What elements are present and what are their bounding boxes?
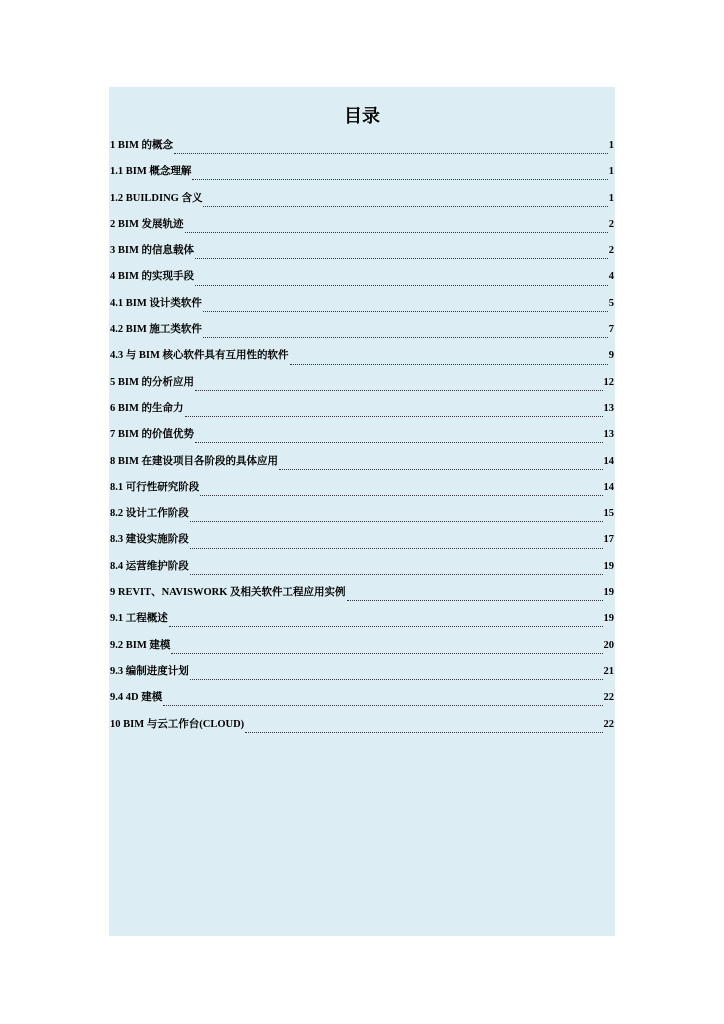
toc-entry-label: 6 BIM 的生命力 bbox=[110, 402, 184, 414]
toc-dot-leader bbox=[190, 547, 603, 549]
toc-entry-page-number: 5 bbox=[608, 297, 614, 309]
toc-entry-label: 3 BIM 的信息载体 bbox=[110, 245, 194, 257]
toc-entry-label: 10 BIM 与云工作台(CLOUD) bbox=[110, 718, 245, 730]
toc-dot-leader bbox=[203, 310, 608, 312]
toc-entry-page-number: 7 bbox=[608, 324, 614, 336]
toc-entry-label: 8 BIM 在建设项目各阶段的具体应用 bbox=[110, 455, 278, 467]
toc-entry-page-number: 1 bbox=[608, 166, 614, 178]
toc-entry[interactable] bbox=[110, 268, 614, 294]
toc-entry-label: 1 BIM 的概念 bbox=[110, 140, 173, 151]
toc-entry[interactable] bbox=[110, 505, 614, 531]
toc-entry[interactable] bbox=[110, 426, 614, 452]
toc-entry-page-number: 14 bbox=[603, 455, 614, 467]
toc-entry[interactable] bbox=[110, 663, 614, 689]
toc-entry-label: 1.1 BIM 概念理解 bbox=[110, 166, 192, 178]
toc-entry-page-number: 2 bbox=[608, 218, 614, 230]
toc-entry-page-number: 4 bbox=[608, 271, 614, 283]
toc-entry[interactable] bbox=[110, 610, 614, 636]
toc-entry-page-number: 20 bbox=[603, 639, 614, 651]
table-of-contents bbox=[109, 87, 615, 936]
toc-entry-page-number: 1 bbox=[608, 140, 614, 151]
toc-entry-label: 4.2 BIM 施工类软件 bbox=[110, 324, 202, 336]
toc-entry-page-number: 12 bbox=[603, 376, 614, 388]
toc-dot-leader bbox=[190, 520, 603, 522]
toc-entry-label: 5 BIM 的分析应用 bbox=[110, 376, 194, 388]
toc-entry-label: 7 BIM 的价值优势 bbox=[110, 429, 194, 441]
toc-entry-label: 4 BIM 的实现手段 bbox=[110, 271, 194, 283]
toc-entry[interactable] bbox=[110, 584, 614, 610]
toc-dot-leader bbox=[163, 704, 602, 706]
toc-dot-leader bbox=[190, 678, 603, 680]
toc-entry-label: 1.2 BUILDING 含义 bbox=[110, 192, 203, 204]
toc-entry[interactable] bbox=[110, 558, 614, 584]
toc-entry-page-number: 22 bbox=[603, 692, 614, 704]
toc-entry[interactable] bbox=[110, 716, 614, 742]
toc-entry-label: 8.4 运营维护阶段 bbox=[110, 560, 189, 572]
toc-entry-page-number: 17 bbox=[603, 534, 614, 546]
toc-dot-leader bbox=[203, 336, 608, 338]
toc-dot-leader bbox=[195, 284, 608, 286]
toc-entry[interactable] bbox=[110, 453, 614, 479]
toc-entry[interactable] bbox=[110, 689, 614, 715]
toc-entry-label: 4.1 BIM 设计类软件 bbox=[110, 297, 202, 309]
toc-entry-label: 9.1 工程概述 bbox=[110, 613, 168, 625]
toc-entry-page-number: 13 bbox=[603, 402, 614, 414]
toc-dot-leader bbox=[185, 231, 608, 233]
toc-entry-page-number: 1 bbox=[608, 192, 614, 204]
toc-entry-label: 9.3 编制进度计划 bbox=[110, 665, 189, 677]
toc-entry-label: 2 BIM 发展轨迹 bbox=[110, 218, 184, 230]
toc-dot-leader bbox=[190, 573, 603, 575]
toc-dot-leader bbox=[185, 415, 603, 417]
toc-entry-page-number: 19 bbox=[603, 560, 614, 572]
toc-dot-leader bbox=[169, 625, 603, 627]
toc-entry-label: 4.3 与 BIM 核心软件具有互用性的软件 bbox=[110, 350, 289, 362]
toc-dot-leader bbox=[195, 389, 603, 391]
toc-entry-page-number: 19 bbox=[603, 613, 614, 625]
toc-entry[interactable] bbox=[110, 479, 614, 505]
toc-dot-leader bbox=[245, 731, 602, 733]
toc-dot-leader bbox=[195, 257, 608, 259]
toc-entry[interactable] bbox=[110, 374, 614, 400]
toc-entry-page-number: 14 bbox=[603, 481, 614, 493]
toc-dot-leader bbox=[174, 152, 608, 154]
toc-dot-leader bbox=[347, 599, 603, 601]
toc-dot-leader bbox=[171, 652, 602, 654]
toc-entry-label: 9.2 BIM 建模 bbox=[110, 639, 171, 651]
toc-entry-label: 8.1 可行性研究阶段 bbox=[110, 481, 200, 493]
toc-entry[interactable] bbox=[110, 400, 614, 426]
toc-entry-label: 9 REVIT、NAVISWORK 及相关软件工程应用实例 bbox=[110, 587, 346, 599]
toc-entry-page-number: 19 bbox=[603, 587, 614, 599]
toc-entry[interactable] bbox=[110, 242, 614, 268]
toc-dot-leader bbox=[290, 363, 608, 365]
toc-list bbox=[110, 137, 614, 742]
toc-entry-label: 8.2 设计工作阶段 bbox=[110, 508, 189, 520]
toc-entry-page-number: 21 bbox=[603, 665, 614, 677]
toc-entry-page-number: 22 bbox=[603, 718, 614, 730]
toc-entry-label: 8.3 建设实施阶段 bbox=[110, 534, 189, 546]
toc-entry[interactable] bbox=[110, 347, 614, 373]
toc-entry[interactable] bbox=[110, 295, 614, 321]
toc-dot-leader bbox=[195, 441, 603, 443]
toc-entry[interactable] bbox=[110, 637, 614, 663]
toc-entry-page-number: 15 bbox=[603, 508, 614, 520]
toc-entry[interactable] bbox=[110, 321, 614, 347]
toc-entry-page-number: 2 bbox=[608, 245, 614, 257]
toc-dot-leader bbox=[200, 494, 602, 496]
toc-dot-leader bbox=[192, 178, 607, 180]
toc-entry-page-number: 9 bbox=[608, 350, 614, 362]
toc-entry[interactable] bbox=[110, 163, 614, 189]
toc-title: 目录 bbox=[344, 106, 380, 127]
toc-entry-label: 9.4 4D 建模 bbox=[110, 692, 163, 704]
toc-dot-leader bbox=[279, 468, 603, 470]
toc-entry[interactable] bbox=[110, 137, 614, 163]
toc-entry[interactable] bbox=[110, 531, 614, 557]
toc-entry[interactable] bbox=[110, 216, 614, 242]
toc-dot-leader bbox=[203, 205, 607, 207]
toc-entry[interactable] bbox=[110, 190, 614, 216]
toc-entry-page-number: 13 bbox=[603, 429, 614, 441]
